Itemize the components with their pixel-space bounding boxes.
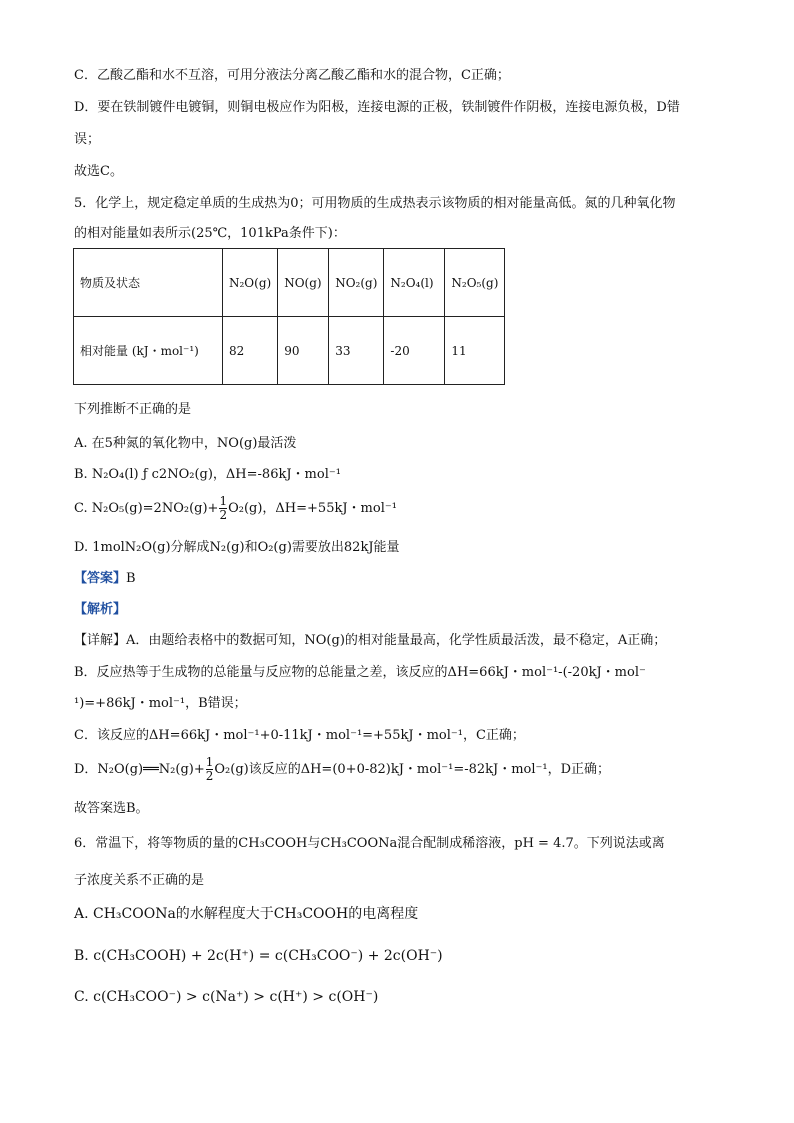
fraction-num: 1 [219,494,228,508]
detail-tag: 【详解】 [74,633,127,648]
detail-a: A．由题给表格中的数据可知，NO(g)的相对能量最高，化学性质最活泼，最不稳定，A正确； [126,633,667,648]
analysis-tag: 【解析】 [74,602,127,617]
answer-tag: 【答案】 [74,571,127,586]
option-c-text: C. N₂O₅(g)=2NO₂(g)+ [74,501,219,516]
detail-d-text-end: O₂(g)该反应的ΔH=(0+0-82)kJ・mol⁻¹=-82kJ・mol⁻¹，D正确； [214,762,611,777]
fraction-den: 2 [219,508,228,522]
detail-b-line1: B．反应热等于生成物的总能量与反应物的总能量之差，该反应的ΔH=66kJ・mol⁻¹-(-20kJ・mol⁻ [74,665,646,680]
fraction [206,756,214,783]
table-cell: 33 [329,317,384,385]
table-cell: 11 [445,317,505,385]
table-cell: NO₂(g) [329,249,384,317]
q5-option-d: D. 1molN₂O(g)分解成N₂(g)和O₂(g)需要放出82kJ能量 [74,540,400,555]
table-row [74,317,505,385]
q5-stem-line2: 的相对能量如表所示(25℃，101kPa条件下)： [74,226,346,241]
detail-a-line [74,632,666,650]
prev-option-d-line1: D．要在铁制镀件电镀铜，则铜电极应作为阳极，连接电源的正极，铁制镀件作阴极，连接电源负极，D错 [74,100,680,115]
q5-stem-line1: 5．化学上，规定稳定单质的生成热为0；可用物质的生成热表示该物质的相对能量高低。氮的几种氧化物 [74,196,676,211]
q6-stem-line2: 子浓度关系不正确的是 [74,873,205,888]
prev-option-d-line2: 误； [74,132,101,147]
option-c-text-end: O₂(g)，ΔH=+55kJ・mol⁻¹ [228,501,397,516]
q5-ask: 下列推断不正确的是 [74,402,192,417]
fraction-num: 1 [205,755,214,769]
q5-option-a: A. 在5种氮的氧化物中，NO(g)最活泼 [74,436,297,451]
q5-final-answer: 故答案选B。 [74,801,149,816]
table-cell: N₂O₄(l) [384,249,445,317]
table-row [74,249,505,317]
prev-option-c: C．乙酸乙酯和水不互溶，可用分液法分离乙酸乙酯和水的混合物，C正确； [74,68,510,83]
q6-option-b: B. c(CH₃COOH) + 2c(H⁺) = c(CH₃COO⁻) + 2c(OH⁻) [74,948,443,964]
table-cell: N₂O(g) [223,249,278,317]
detail-c: C．该反应的ΔH=66kJ・mol⁻¹+0-11kJ・mol⁻¹=+55kJ・mol⁻¹，C正确； [74,728,525,743]
q6-option-a: A. CH₃COONa的水解程度大于CH₃COOH的电离程度 [74,906,419,922]
energy-table [73,248,505,385]
q6-option-c: C. c(CH₃COO⁻) > c(Na⁺) > c(H⁺) > c(OH⁻) [74,989,379,1005]
detail-d-text: D．N₂O(g)══N₂(g)+ [74,762,205,777]
answer-value: B [126,571,136,586]
table-cell: -20 [384,317,445,385]
fraction [219,495,227,522]
fraction-den: 2 [205,769,214,783]
analysis-line [74,601,126,619]
table-cell: 90 [278,317,329,385]
answer-line [74,570,136,588]
q5-option-b: B. N₂O₄(l) ƒ c2NO₂(g)，ΔH=-86kJ・mol⁻¹ [74,467,341,482]
table-cell: 82 [223,317,278,385]
table-cell: NO(g) [278,249,329,317]
q6-stem-line1: 6．常温下，将等物质的量的CH₃COOH与CH₃COONa混合配制成稀溶液，pH = 4.7。下列说法或离 [74,836,665,851]
q5-option-c [74,494,397,524]
detail-d [74,755,610,785]
prev-answer: 故选C。 [74,164,123,179]
table-cell: N₂O₅(g) [445,249,505,317]
detail-b-line2: ¹)=+86kJ・mol⁻¹，B错误； [74,696,247,711]
table-header-label: 物质及状态 [74,249,223,317]
table-row-label: 相对能量 (kJ・mol⁻¹) [74,317,223,385]
